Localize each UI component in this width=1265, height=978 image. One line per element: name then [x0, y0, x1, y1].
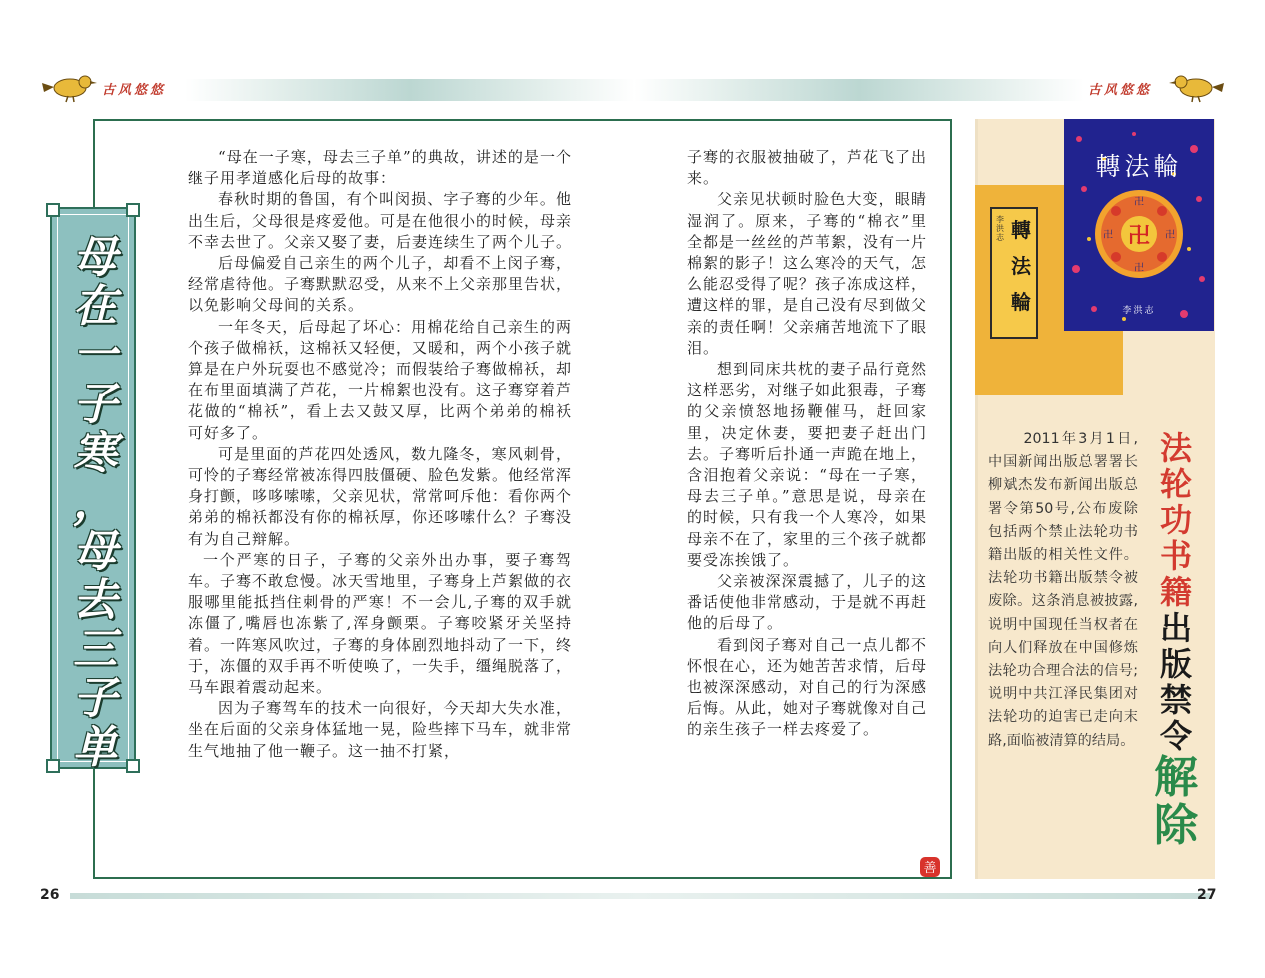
- title-char: 单: [73, 722, 117, 773]
- book-spine-title: 轉法輪: [1011, 218, 1031, 314]
- headline-char: 功: [1159, 501, 1192, 539]
- title-char: ，: [73, 477, 117, 528]
- article-paragraph: 因为子骞驾车的技术一向很好，今天却大失水准，坐在后面的父亲身体猛地一晃，险些摔下马车，就非常生气地抽了他一鞭子。这一抽不打紧，: [188, 699, 573, 760]
- headline-green-part: [1150, 754, 1202, 850]
- page-number-right: 27: [1197, 887, 1217, 903]
- footer-line: [70, 893, 1210, 899]
- title-char: 母: [73, 232, 117, 283]
- book-cover-author: 李洪志: [1122, 306, 1156, 316]
- headline-char: 籍: [1159, 573, 1192, 611]
- title-char: 子: [73, 379, 117, 430]
- article-paragraph: 可是里面的芦花四处透风，数九隆冬，寒风刺骨，可怜的子骞经常被冻得四肢僵硬、脸色发紫。他经常浑身打颤，哆哆嗦嗦，父亲见状，常常呵斥他：看你两个弟弟的棉袄都没有你的棉袄厚，你还哆嗦什么？子骞没有为自己辩解。: [188, 444, 573, 548]
- headline-char: 出: [1159, 609, 1192, 647]
- page-number-left: 26: [40, 887, 60, 903]
- headline-char: 法: [1159, 429, 1192, 467]
- header-bar-right: [634, 79, 1084, 101]
- news-body: [988, 428, 1138, 753]
- header-label-left: 古风悠悠: [102, 83, 167, 98]
- title-char: 子: [73, 673, 117, 724]
- article-paragraph: 父亲见状顿时脸色大变，眼睛湿润了。原来，子骞的“棉衣”里全都是一丝丝的芦苇絮，没有一片棉絮的影子！这么寒冷的天气，怎么能忍受得了呢？孩子冻成这样，遭这样的罪，是自己没有尽到做父亲的责任啊！父亲痛苦地流下了眼泪。: [687, 190, 928, 357]
- title-banner: [50, 207, 136, 773]
- title-char: 母: [73, 526, 117, 577]
- banner-corner-ornament: [46, 203, 60, 217]
- headline-char: 除: [1154, 800, 1198, 851]
- headline-char: 禁: [1159, 681, 1192, 719]
- headline-char: 解: [1154, 752, 1198, 803]
- svg-text:卍: 卍: [1103, 230, 1113, 241]
- article-paragraph: 春秋时期的鲁国，有个叫闵损、字子骞的少年。他出生后，父母很是疼爱他。可是在他很小的时候，母亲不幸去世了。父亲又娶了妻，后妻连续生了两个儿子。: [188, 190, 573, 251]
- news-paragraph: 2011年3月1日,中国新闻出版总署署长柳斌杰发布新闻出版总署令第50号,公布废除包括两个禁止法轮功书籍出版的相关性文件。法轮功书籍出版禁令被废除。这条消息被披露,说明中国现任当权者在向人们释放在中国修炼法轮功合理合法的信号;说明中共江泽民集团对法轮功的迫害已走向末路,面临被清算的结局。: [988, 431, 1138, 749]
- news-headline: [1150, 430, 1202, 850]
- title-char: 在: [73, 281, 117, 332]
- title-char: 去: [73, 575, 117, 626]
- bird-icon: [1166, 70, 1226, 104]
- title-char: 一: [73, 330, 117, 381]
- svg-text:卍: 卍: [1165, 230, 1175, 241]
- article-paragraph: 父亲被深深震撼了，儿子的这番话使他非常感动，于是就不再赶他的后母了。: [687, 572, 928, 633]
- title-char: 寒: [73, 428, 117, 479]
- headline-char: 书: [1159, 537, 1192, 575]
- svg-text:卍: 卍: [1134, 263, 1144, 274]
- article-paragraph: 后母偏爱自己亲生的两个儿子，却看不上闵子骞，经常虐待他。子骞默默忍受，从来不上父亲那里告状，以免影响父母间的关系。: [188, 254, 573, 315]
- article-paragraph: “母在一子寒，母去三子单”的典故，讲述的是一个继子用孝道感化后母的故事：: [188, 148, 572, 188]
- seal-icon: [919, 856, 941, 878]
- book-cover-title: 轉法輪: [1095, 152, 1183, 181]
- article-paragraph: 想到同床共枕的妻子品行竟然这样恶劣，对继子如此狠毒，子骞的父亲愤怒地扬鞭催马，赶回家里，决定休妻，要把妻子赶出门去。子骞听后扑通一声跪在地上，含泪抱着父亲说：“母在一子寒，母去三子单。”意思是说，母亲在的时候，只有我一个人寒冷，如果母亲不在了，家里的三个孩子就都要受冻挨饿了。: [687, 360, 928, 569]
- headline-char: 令: [1159, 717, 1192, 755]
- headline-red-part: [1150, 430, 1202, 610]
- headline-char: 轮: [1159, 465, 1192, 503]
- article-column-right: [687, 147, 927, 741]
- headline-char: 版: [1159, 645, 1192, 683]
- article-column-left: [188, 147, 572, 762]
- article-paragraph: 一年冬天，后母起了坏心：用棉花给自己亲生的两个孩子做棉袄，这棉袄又轻便，又暖和，两个小孩子就算是在户外玩耍也不感觉冷；而假装给子骞做棉袄，却在布里面填满了芦花，一片棉絮也没有。这子骞穿着芦花做的“棉袄”，看上去又鼓又厚，比两个弟弟的棉袄可好多了。: [188, 317, 573, 442]
- seal-char: 善: [923, 861, 937, 876]
- bird-icon: [40, 70, 100, 104]
- title-char: 三: [73, 624, 117, 675]
- header-label-right: 古风悠悠: [1088, 83, 1153, 98]
- header-bar-left: [185, 79, 635, 101]
- book-spine-author: 李洪志: [996, 215, 1004, 242]
- article-paragraph: 看到闵子骞对自己一点儿都不怀恨在心，还为她苦苦求情，后母也被深深感动，对自己的行为深感后悔。从此，她对子骞就像对自己的亲生孩子一样去疼爱了。: [687, 635, 928, 739]
- svg-text:卍: 卍: [1127, 224, 1151, 249]
- article-paragraph: 一个严寒的日子，子骞的父亲外出办事，要子骞驾车。子骞不敢怠慢。冰天雪地里，子骞身上芦絮做的衣服哪里能抵挡住刺骨的严寒！不一会儿,子骞的双手就冻僵了,嘴唇也冻紫了,浑身颤栗。子骞咬紧牙关坚持着。一阵寒风吹过，子骞的身体剧烈地抖动了一下，终于，冻僵的双手再不听使唤了，一失手，缰绳脱落了，马车跟着震动起来。: [188, 550, 573, 697]
- headline-black-part: [1150, 610, 1202, 754]
- svg-text:卍: 卍: [1134, 197, 1144, 208]
- article-paragraph: 子骞的衣服被抽破了，芦花飞了出来。: [687, 148, 928, 188]
- banner-corner-ornament: [126, 203, 140, 217]
